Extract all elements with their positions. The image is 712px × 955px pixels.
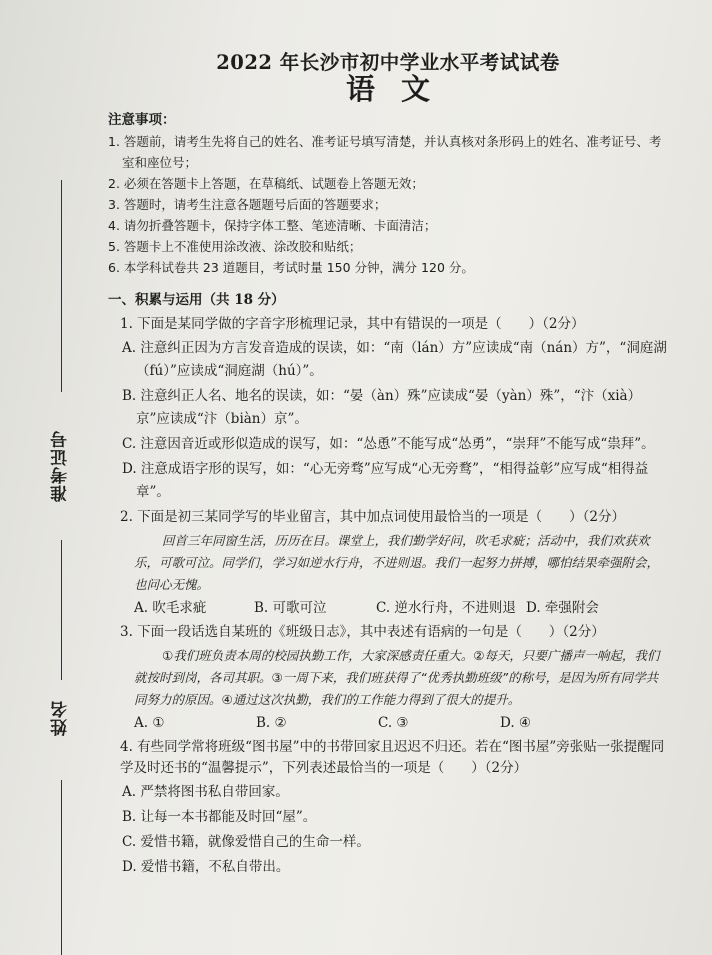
note-item: 3. 答题时，请考生注意各题题号后面的答题要求； — [108, 197, 387, 212]
question-2-option-b: B. 可歌可泣 — [254, 600, 327, 616]
question-3-option-a: A. ① — [134, 715, 165, 731]
question-3-option-b: B. ② — [256, 715, 287, 731]
question-2-stem: 2. 下面是初三某同学写的毕业留言，其中加点词使用最恰当的一项是（ ）（2分） — [120, 509, 626, 525]
question-1-option-d: D. 注意成语字形的误写，如：“心无旁骛”应写成“心无旁鹜”，“相得益彰”应写成“相得益章”。 — [122, 461, 649, 500]
binding-line-middle — [61, 540, 62, 680]
section-heading: 一、积累与运用（共 18 分） — [108, 292, 285, 308]
note-item: 6. 本学科试卷共 23 道题目，考试时量 150 分钟，满分 120 分。 — [108, 260, 474, 275]
note-item: 2. 必须在答题卡上答题，在草稿纸、试题卷上答题无效； — [108, 176, 424, 191]
note-item: 1. 答题前，请考生先将自己的姓名、准考证号填写清楚，并认真核对条形码上的姓名、准考证号、考室和座位号； — [108, 134, 662, 170]
binding-line-top — [61, 180, 62, 392]
question-4-option-a: A. 严禁将图书私自带回家。 — [122, 784, 289, 800]
exam-id-label: 准考证号 — [51, 430, 71, 502]
question-2-option-c: C. 逆水行舟，不进则退 — [376, 600, 516, 616]
question-2-option-a: A. 吹毛求疵 — [134, 600, 207, 616]
question-1-option-a: A. 注意纠正因为方言发音造成的误读，如：“南（lán）方”应读成“南（nán）方”，“洞庭湖（fú）”应读成“洞庭湖（hú）”。 — [122, 340, 667, 379]
question-4-option-d: D. 爱惜书籍，不私自带出。 — [122, 859, 290, 875]
question-2-options — [108, 598, 668, 619]
question-3-option-d: D. ④ — [500, 715, 532, 731]
note-item: 5. 答题卡上不准使用涂改液、涂改胶和贴纸； — [108, 239, 362, 254]
notes-heading: 注意事项： — [108, 112, 176, 128]
exam-title: 2022 年长沙市初中学业水平考试试卷 — [216, 51, 560, 74]
name-label: 姓名 — [51, 700, 71, 736]
subject-title: 语文 — [345, 72, 456, 106]
question-4-option-b: B. 让每一本书都能及时回“屋”。 — [122, 809, 317, 825]
binding-line-bottom — [61, 780, 62, 955]
question-2-option-d: D. 牵强附会 — [526, 600, 599, 616]
question-4-option-c: C. 爱惜书籍，就像爱惜自己的生命一样。 — [122, 834, 370, 850]
question-4-stem: 4. 有些同学常将班级“图书屋”中的书带回家且迟迟不归还。若在“图书屋”旁张贴一张提醒同学及时还书的“温馨提示”，下列表述最恰当的一项是（ ）（2分） — [120, 739, 665, 776]
question-3-options — [108, 713, 668, 734]
exam-content — [108, 40, 668, 879]
question-1-option-c: C. 注意因音近或形似造成的误写，如：“怂恿”不能写成“怂勇”，“崇拜”不能写成“祟拜”。 — [122, 436, 655, 452]
question-3-passage: ①我们班负责本周的校园执勤工作，大家深感责任重大。②每天，只要广播声一响起，我们就按时到岗，各司其职。③一周下来，我们班获得了“优秀执勤班级”的称号，是因为所有同学共同努力的原因。④通过这次执勤，我们的工作能力得到了很大的提升。 — [134, 648, 660, 707]
question-2-passage: 回首三年同窗生活，历历在目。课堂上，我们勤学好问，吹毛求疵；活动中，我们欢获欢乐，可歌可泣。同学们，学习如逆水行舟，不进则退。我们一起努力拼搏，哪怕结果牵强附会，也问心无愧。 — [134, 533, 660, 592]
question-1-option-b: B. 注意纠正人名、地名的误读，如：“晏（àn）殊”应读成“晏（yàn）殊”，“汴（xià）京”应读成“汴（biàn）京”。 — [122, 388, 642, 427]
question-3-stem: 3. 下面一段话选自某班的《班级日志》，其中表述有语病的一句是（ ）（2分） — [120, 624, 605, 640]
binding-margin — [44, 0, 78, 955]
question-1-stem: 1. 下面是某同学做的字音字形梳理记录，其中有错误的一项是（ ）（2分） — [120, 316, 585, 332]
question-3-option-c: C. ③ — [378, 715, 409, 731]
note-item: 4. 请勿折叠答题卡，保持字体工整、笔迹清晰、卡面清洁； — [108, 218, 437, 233]
